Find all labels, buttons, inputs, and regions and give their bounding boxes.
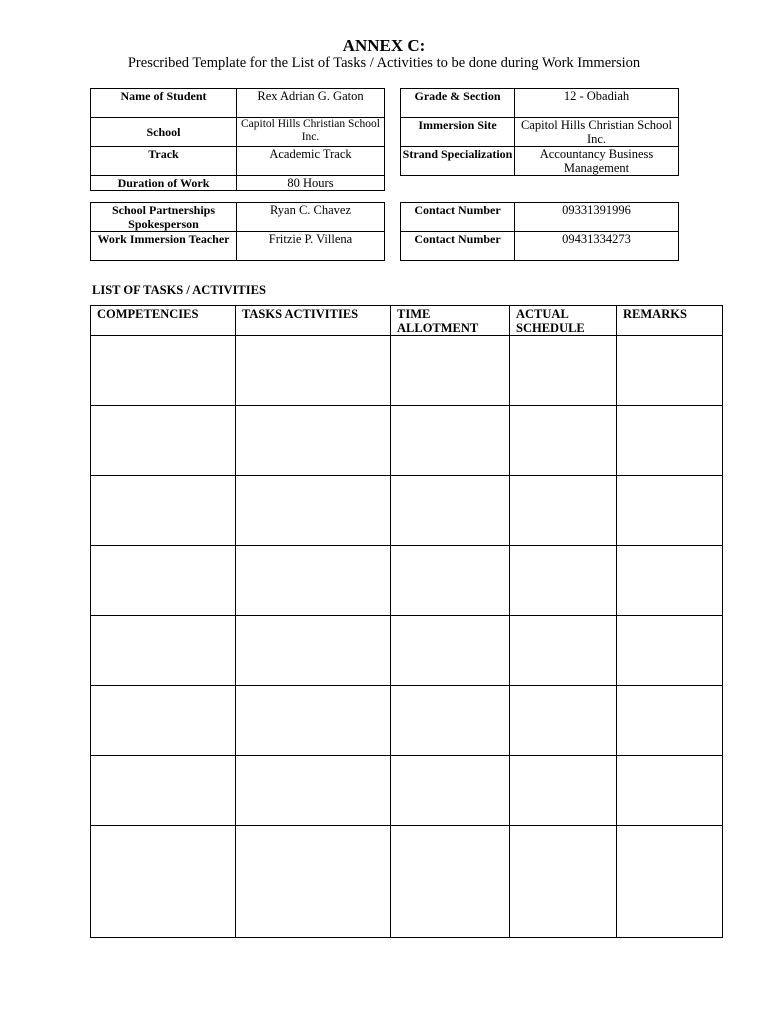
table-row [91,686,723,756]
table-cell[interactable] [391,756,510,826]
spacer [385,232,401,261]
contact-number-value: 09431334273 [515,232,679,261]
table-cell[interactable] [391,336,510,406]
column-header-time-allotment: TIME ALLOTMENT [391,306,510,336]
table-cell[interactable] [91,546,236,616]
column-header-competencies: COMPETENCIES [91,306,236,336]
spokesperson-value: Ryan C. Chavez [237,203,385,232]
contact-number-value: 09331391996 [515,203,679,232]
table-cell[interactable] [236,686,391,756]
table-cell[interactable] [391,406,510,476]
table-cell[interactable] [510,616,617,686]
column-header-tasks-activities: TASKS ACTIVITIES [236,306,391,336]
table-cell[interactable] [391,546,510,616]
duration-value: 80 Hours [237,176,385,191]
table-cell[interactable] [91,616,236,686]
contact-number-label: Contact Number [401,232,515,261]
spacer [385,203,401,232]
spacer [385,176,401,191]
table-cell[interactable] [236,826,391,938]
table-row [91,406,723,476]
spacer [385,118,401,147]
school-value: Capitol Hills Christian School Inc. [237,118,385,147]
table-cell[interactable] [617,336,723,406]
tasks-heading: LIST OF TASKS / ACTIVITIES [92,283,266,297]
name-of-student-value: Rex Adrian G. Gaton [237,89,385,118]
table-cell[interactable] [391,826,510,938]
table-cell[interactable] [91,406,236,476]
table-cell[interactable] [617,616,723,686]
track-value: Academic Track [237,147,385,176]
table-cell[interactable] [617,476,723,546]
immersion-teacher-label: Work Immersion Teacher [91,232,237,261]
table-cell[interactable] [510,826,617,938]
track-label: Track [91,147,237,176]
page-subtitle: Prescribed Template for the List of Tasks / Activities to be done during Work Immersion [127,55,641,71]
immersion-site-label: Immersion Site [401,118,515,147]
spacer [401,176,515,191]
table-cell[interactable] [391,686,510,756]
table-cell[interactable] [91,336,236,406]
table-cell[interactable] [236,336,391,406]
table-row [91,756,723,826]
table-cell[interactable] [91,476,236,546]
duration-label: Duration of Work [91,176,237,191]
grade-section-label: Grade & Section [401,89,515,118]
table-cell[interactable] [617,686,723,756]
table-row [91,336,723,406]
name-of-student-label: Name of Student [91,89,237,118]
table-cell[interactable] [510,756,617,826]
table-cell[interactable] [617,406,723,476]
table-cell[interactable] [510,686,617,756]
school-label: School [91,118,237,147]
table-cell[interactable] [510,406,617,476]
contacts-table [90,202,679,261]
table-cell[interactable] [510,476,617,546]
spacer [385,89,401,118]
table-cell[interactable] [236,476,391,546]
table-cell[interactable] [617,826,723,938]
student-info-table [90,88,679,191]
tasks-table [90,305,723,938]
contact-number-label: Contact Number [401,203,515,232]
strand-value: Accountancy Business Management [515,147,679,176]
column-header-actual-schedule: ACTUAL SCHEDULE [510,306,617,336]
column-header-remarks: REMARKS [617,306,723,336]
page-title: ANNEX C: [342,36,426,55]
table-row [91,616,723,686]
table-cell[interactable] [510,336,617,406]
table-cell[interactable] [617,546,723,616]
table-cell[interactable] [236,546,391,616]
spacer [515,176,679,191]
table-row [91,826,723,938]
table-cell[interactable] [236,616,391,686]
table-row [91,546,723,616]
table-cell[interactable] [391,616,510,686]
table-cell[interactable] [236,756,391,826]
immersion-teacher-value: Fritzie P. Villena [237,232,385,261]
table-row [91,476,723,546]
immersion-site-value: Capitol Hills Christian School Inc. [515,118,679,147]
table-cell[interactable] [236,406,391,476]
table-cell[interactable] [391,476,510,546]
grade-section-value: 12 - Obadiah [515,89,679,118]
table-cell[interactable] [91,756,236,826]
strand-label: Strand Specialization [401,147,515,176]
table-cell[interactable] [91,686,236,756]
table-cell[interactable] [510,546,617,616]
spokesperson-label: School Partnerships Spokesperson [91,203,237,232]
spacer [385,147,401,176]
table-cell[interactable] [617,756,723,826]
table-cell[interactable] [91,826,236,938]
